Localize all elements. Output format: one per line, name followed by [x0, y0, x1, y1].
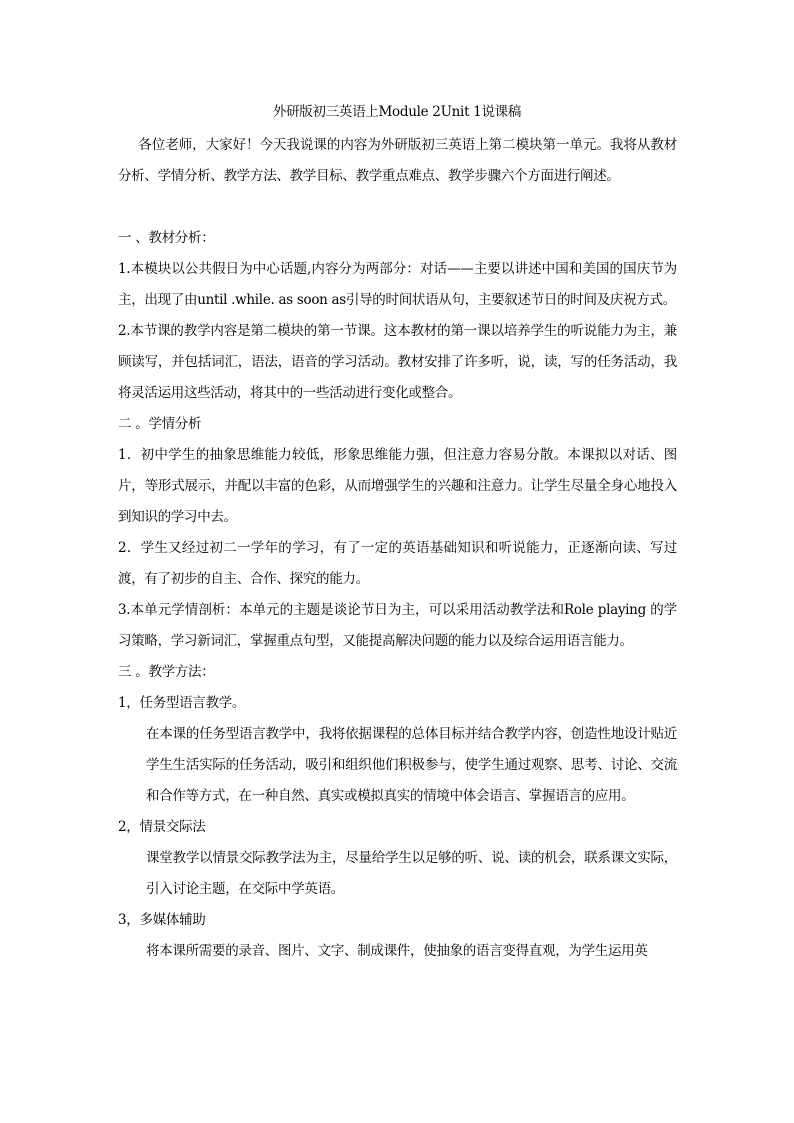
blank-line [118, 192, 677, 223]
document-body [118, 130, 677, 967]
student-analysis-item-1: 1．初中学生的抽象思维能力较低，形象思维能力强，但注意力容易分散。本课拟以对话、图片，等形式展示，并配以丰富的色彩，从而增强学生的兴趣和注意力。让学生尽量全身心地投入到知识的学习中去。 [118, 447, 677, 525]
material-analysis-item-2: 2.本节课的教学内容是第二模块的第一节课。这本教材的第一课以培养学生的听说能力为主，兼顾读写，并包括词汇，语法，语音的学习活动。教材安排了许多听，说，读，写的任务活动，我将灵活运用这些活动，将其中的一些活动进行变化或整合。 [118, 323, 677, 401]
student-analysis-item-3: 3.本单元学情剖析：本单元的主题是谈论节日为主，可以采用活动教学法和Role playing 的学习策略，学习新词汇，掌握重点句型，又能提高解决问题的能力以及综合运用语言能力。 [118, 602, 677, 649]
student-analysis-item-2: 2．学生又经过初二一学年的学习，有了一定的英语基础知识和听说能力，正逐渐向读、写过渡，有了初步的自主、合作、探究的能力。 [118, 540, 677, 587]
section-heading-material-analysis: 一 、教材分析： [118, 230, 215, 246]
method-body-multimedia: 将本课所需要的录音、图片、文字、制成课件，使抽象的语言变得直观，为学生运用英 [146, 943, 648, 959]
method-body-situational: 课堂教学以情景交际教学法为主，尽量给学生以足够的听、说、读的机会，联系课文实际，引入讨论主题，在交际中学英语。 [146, 850, 677, 897]
section-heading-student-analysis: 二 。学情分析 [118, 416, 202, 432]
document-title: 外研版初三英语上Module 2Unit 1说课稿 [272, 104, 522, 120]
method-label-task-based: 1，任务型语言教学。 [118, 695, 246, 711]
intro-paragraph: 各位老师，大家好！今天我说课的内容为外研版初三英语上第二模块第一单元。我将从教材分析、学情分析、教学方法、教学目标、教学重点难点、教学步骤六个方面进行阐述。 [118, 137, 677, 184]
method-label-multimedia: 3，多媒体辅助 [118, 912, 206, 928]
method-label-situational: 2，情景交际法 [118, 819, 206, 835]
section-heading-teaching-methods: 三 。教学方法： [118, 664, 215, 680]
method-body-task-based: 在本课的任务型语言教学中，我将依据课程的总体目标并结合教学内容，创造性地设计贴近学生生活实际的任务活动，吸引和组织他们积极参与，使学生通过观察、思考、讨论、交流和合作等方式，在一种自然、真实或模拟真实的情境中体会语言、掌握语言的应用。 [146, 726, 677, 804]
material-analysis-item-1: 1.本模块以公共假日为中心话题,内容分为两部分：对话——主要以讲述中国和美国的国庆节为主，出现了由until .while. as soon as引导的时间状语从句，主要叙述节日的时间及庆祝方式。 [118, 261, 677, 308]
